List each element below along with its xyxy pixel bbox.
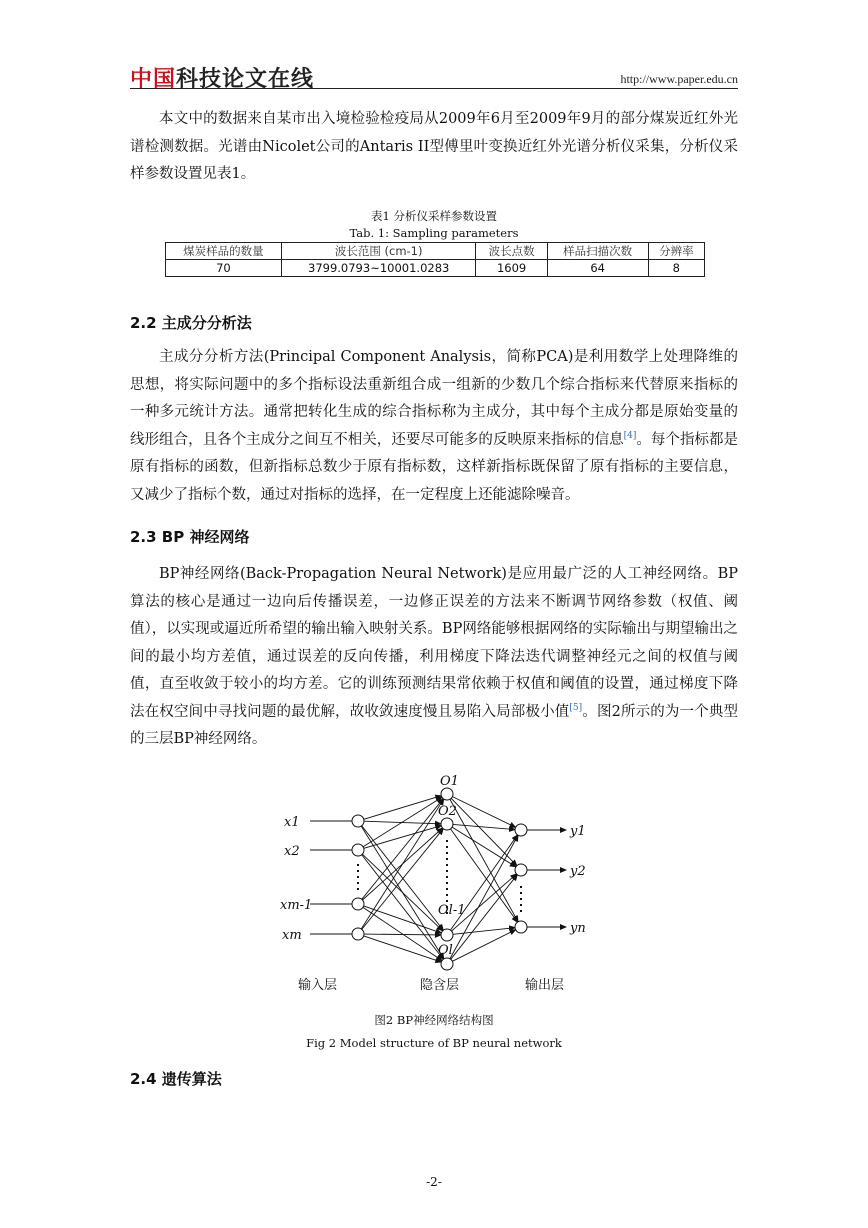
output-label: y2 — [570, 864, 586, 879]
header-url: http://www.paper.edu.cn — [620, 72, 738, 86]
input-label: xm-1 — [280, 898, 313, 913]
input-hidden-connection — [364, 934, 441, 935]
section-2-3-text-b: 。图2所示的为一个典型的三层BP神经网络。 — [130, 703, 738, 747]
citation-ref-5[interactable]: [5] — [569, 702, 583, 713]
hidden-label: Ol-1 — [438, 903, 466, 918]
sampling-parameters-table — [165, 242, 705, 277]
input-hidden-connection — [362, 799, 443, 900]
table-cell: 3799.0793~10001.0283 — [281, 260, 476, 277]
bp-network-diagram — [270, 768, 600, 1000]
hidden-output-connection — [450, 835, 518, 958]
section-2-3-text-a: BP神经网络(Back-Propagation Neural Network)是应用最广泛的人工神经网络。BP算法的核心是通过一边向后传播误差，一边修正误差的方法来不断调节网络参数（权值、阈值），以实现或逼近所希望的输出输入映射关系。BP网络能够根据网络的实际输出与期望输出之间的最小均方差值，通过误差的反向传播，利用梯度下降法迭代调整神经元之间的权值与阈值，直至收敛于较小的均方差。它的训练预测结果常依赖于权值和阈值的设置，通过梯度下降法在权空间中寻找问题的最优解，故收敛速度慢且易陷入局部极小值 — [130, 566, 738, 720]
logo-red-text: 中国 — [130, 67, 177, 92]
input-neuron — [352, 928, 364, 940]
hidden-output-connection — [453, 824, 515, 829]
page-number: -2- — [426, 1175, 442, 1189]
section-2-3-paragraph — [130, 561, 738, 754]
table-header-cell: 波长点数 — [476, 243, 547, 260]
input-neuron — [352, 844, 364, 856]
citation-ref-4[interactable]: [4] — [623, 430, 637, 441]
hidden-neuron — [441, 958, 453, 970]
hidden-output-connection — [453, 928, 515, 935]
logo-dark-text: 科技论文在线 — [176, 67, 315, 92]
table-cell: 70 — [166, 260, 282, 277]
table1-caption-en: Tab. 1: Sampling parameters — [349, 226, 519, 240]
hidden-neuron — [441, 818, 453, 830]
section-2-2-text-b: 。每个指标都是原有指标的函数，但新指标总数少于原有指标数，这样新指标既保留了原有指标的主要信息，又减少了指标个数，通过对指标的选择，在一定程度上还能滤除噪音。 — [130, 431, 739, 503]
output-neuron — [515, 921, 527, 933]
input-hidden-connection — [364, 936, 442, 962]
input-neuron — [352, 815, 364, 827]
hidden-label: Ol — [438, 943, 453, 958]
input-label: xm — [282, 928, 302, 943]
input-hidden-connection — [364, 906, 442, 933]
section-2-2-paragraph — [130, 344, 738, 509]
table-header-cell: 分辨率 — [648, 243, 704, 260]
table-header-cell: 样品扫描次数 — [547, 243, 648, 260]
input-hidden-connection — [362, 855, 444, 960]
hidden-output-connection — [452, 797, 515, 828]
layer-label: 输入层 — [298, 978, 338, 993]
layer-label: 隐含层 — [420, 978, 460, 993]
table-header-row — [166, 243, 705, 260]
table-row — [166, 260, 705, 277]
section-2-2-text-a: 主成分分析方法(Principal Component Analysis，简称PCA)是利用数学上处理降维的思想，将实际问题中的多个指标设法重新组合成一组新的少数几个综合指标来代替原来指标的一种多元统计方法。通常把转化生成的综合指标称为主成分，其中每个主成分都是原始变量的线形组合，且各个主成分之间互不相关，还要尽可能多的反映原来指标的信息 — [130, 349, 738, 448]
section-2-3-title: 2.3 BP 神经网络 — [130, 528, 250, 546]
section-2-2-title: 2.2 主成分分析法 — [130, 314, 252, 332]
table-cell: 64 — [547, 260, 648, 277]
table-cell: 1609 — [476, 260, 547, 277]
table-header-cell: 煤炭样品的数量 — [166, 243, 282, 260]
output-label: yn — [570, 921, 586, 936]
hidden-label: O1 — [440, 774, 459, 789]
input-label: x2 — [284, 844, 300, 859]
section-2-4-title: 2.4 遗传算法 — [130, 1070, 222, 1088]
output-neuron — [515, 864, 527, 876]
input-neuron — [352, 898, 364, 910]
figure2-caption-cn: 图2 BP神经网络结构图 — [374, 1013, 494, 1027]
hidden-label: O2 — [438, 804, 457, 819]
table-cell: 8 — [648, 260, 704, 277]
hidden-neuron — [441, 929, 453, 941]
table1-caption-cn: 表1 分析仪采样参数设置 — [371, 209, 497, 223]
header-rule — [130, 88, 738, 89]
table-header-cell: 波长范围 (cm-1) — [281, 243, 476, 260]
input-hidden-connection — [361, 799, 444, 929]
input-label: x1 — [284, 815, 300, 830]
page-header — [130, 60, 738, 90]
figure2-caption-en: Fig 2 Model structure of BP neural network — [306, 1036, 562, 1050]
output-label: y1 — [570, 824, 586, 839]
intro-paragraph: 本文中的数据来自某市出入境检验检疫局从2009年6月至2009年9月的部分煤炭近红外光谱检测数据。光谱由Nicolet公司的Antaris II型傅里叶变换近红外光谱分析仪采集，分析仪采样参数设置见表1。 — [130, 111, 738, 182]
output-neuron — [515, 824, 527, 836]
layer-label: 输出层 — [525, 978, 565, 993]
hidden-neuron — [441, 788, 453, 800]
